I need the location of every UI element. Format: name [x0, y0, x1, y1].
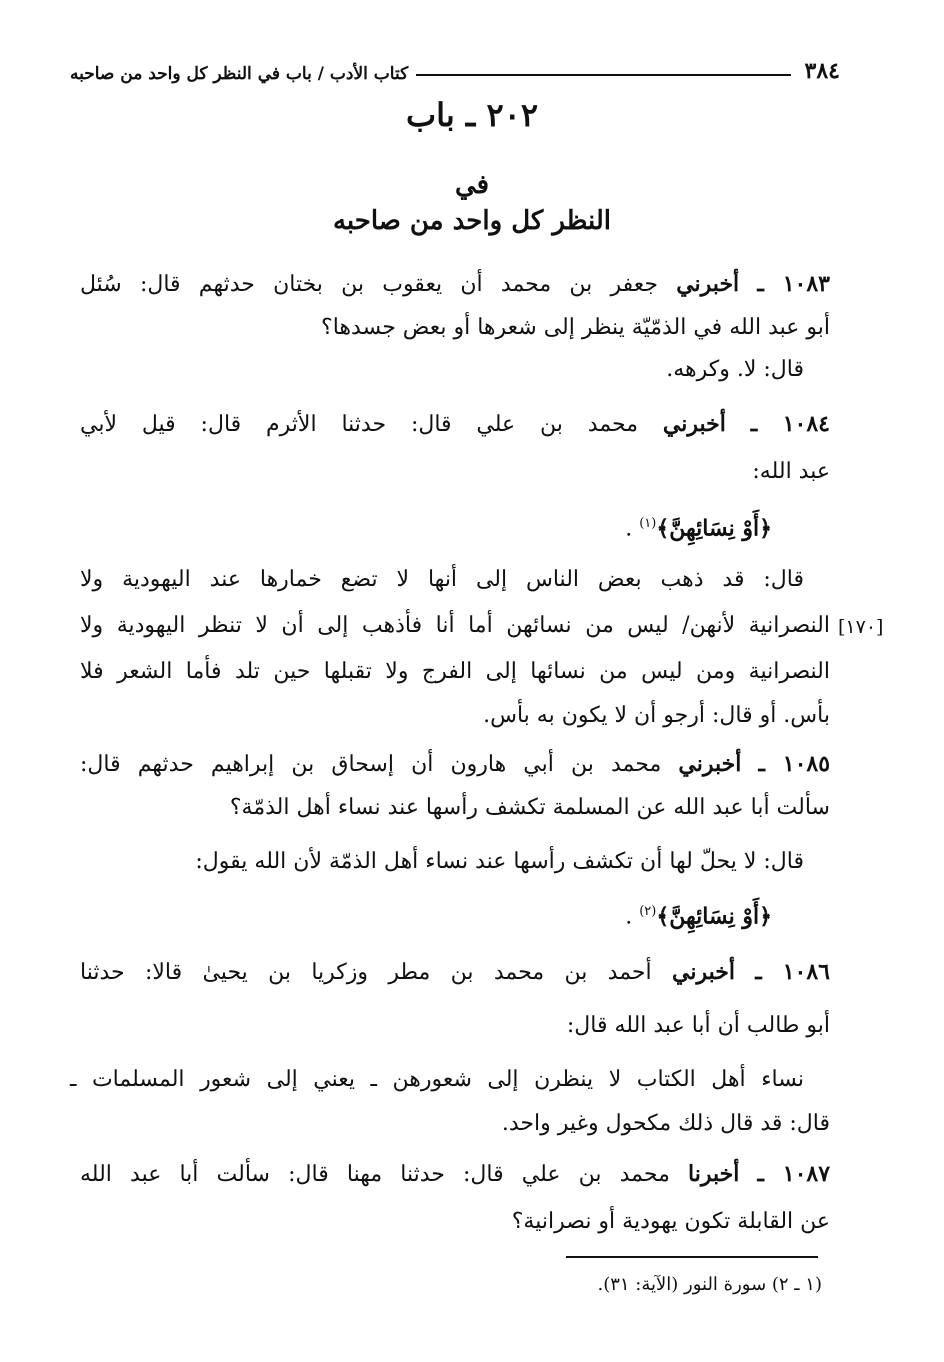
footnote-ref-2: (٢)	[639, 904, 657, 919]
chapter-heading: ٢٠٢ ـ باب	[406, 96, 538, 134]
entry-1084-line-2: عبد الله:	[752, 459, 830, 484]
footnote-rule	[566, 1256, 818, 1258]
entry-1083-line-2: أبو عبد الله في الذمّيّة ينظر إلى شعرها أو بعض جسدها؟	[321, 315, 830, 340]
quran-quote-2	[625, 896, 772, 933]
entry-number: ١٠٨٦ ـ	[755, 959, 830, 985]
entry-keyword: أخبرني	[676, 271, 740, 297]
margin-folio-note: [١٧٠]	[838, 616, 884, 638]
footnote-ref-1: (١)	[639, 516, 657, 531]
entry-1087-line-2: عن القابلة تكون يهودية أو نصرانية؟	[511, 1209, 830, 1234]
running-header	[70, 44, 840, 84]
entry-1083-line-3: قال: لا. وكرهه.	[666, 357, 804, 382]
entry-number: ١٠٨٤ ـ	[750, 411, 830, 437]
entry-keyword: أخبرني	[662, 411, 726, 437]
quran-verse: ﴿أَوْ نِسَائِهِنَّ﴾	[656, 903, 772, 930]
entry-1086-line-4: قال: قد قال ذلك مكحول وغير واحد.	[501, 1111, 830, 1136]
entry-keyword: أخبرني	[678, 751, 742, 777]
entry-1087-line-1	[80, 1158, 830, 1191]
entry-1084-para-2: النصرانية لأنهن/ ليس من نسائهن أما أنا فأذهب إلى أن لا تنظر اليهودية ولا	[80, 613, 830, 638]
quote-end: .	[625, 516, 633, 542]
entry-text: أحمد بن محمد بن مطر وزكريا بن يحيىٰ قالا: حدثنا	[80, 960, 652, 985]
entry-1084-para-4: بأس. أو قال: أرجو أن لا يكون به بأس.	[483, 703, 830, 728]
entry-1086-line-1	[80, 956, 830, 989]
chapter-subtitle-2: النظر كل واحد من صاحبه	[332, 206, 611, 236]
footnote: (١ ـ ٢) سورة النور (الآية: ٣١).	[597, 1274, 822, 1295]
entry-text: جعفر بن محمد أن يعقوب بن بختان حدثهم قال: سُئل	[80, 272, 658, 297]
entry-1085-line-3: قال: لا يحلّ لها أن تكشف رأسها عند نساء أهل الذمّة لأن الله يقول:	[195, 849, 804, 874]
running-title: كتاب الأدب / باب في النظر كل واحد من صاحبه	[70, 64, 409, 84]
entry-1086-line-3: نساء أهل الكتاب لا ينظرن إلى شعورهن ـ يعني إلى شعور المسلمات ـ	[70, 1067, 804, 1092]
entry-1085-line-1	[80, 748, 830, 781]
entry-number: ١٠٨٣ ـ	[757, 271, 830, 297]
entry-text: محمد بن علي قال: حدثنا مهنا قال: سألت أبا عبد الله	[80, 1162, 670, 1187]
entry-1084-para-1: قال: قد ذهب بعض الناس إلى أنها لا تضع خمارها عند اليهودية ولا	[80, 567, 804, 592]
entry-number: ١٠٨٧ ـ	[757, 1161, 831, 1187]
header-rule	[416, 74, 790, 76]
entry-1084-para-3: النصرانية ومن ليس من نسائها إلى الفرج ولا تقبلها حين تلد فأما الشعر فلا	[80, 659, 830, 684]
page-number: ٣٨٤	[804, 58, 840, 84]
quran-quote-1	[625, 508, 772, 545]
quran-verse: ﴿أَوْ نِسَائِهِنَّ﴾	[656, 515, 772, 542]
entry-keyword: أخبرنا	[688, 1161, 740, 1187]
entry-text: محمد بن أبي هارون أن إسحاق بن إبراهيم حدثهم قال:	[80, 752, 662, 777]
entry-1086-line-2: أبو طالب أن أبا عبد الله قال:	[566, 1013, 830, 1038]
entry-number: ١٠٨٥ ـ	[758, 751, 831, 777]
entry-1085-line-2: سألت أبا عبد الله عن المسلمة تكشف رأسها عند نساء أهل الذمّة؟	[229, 795, 830, 820]
entry-text: محمد بن علي قال: حدثنا الأثرم قال: قيل لأبي	[80, 412, 639, 437]
entry-1084-line-1	[80, 408, 830, 441]
chapter-subtitle-1: في	[454, 170, 490, 200]
entry-keyword: أخبرني	[671, 959, 735, 985]
quote-end: .	[625, 904, 633, 930]
entry-1083-line-1	[80, 268, 830, 301]
